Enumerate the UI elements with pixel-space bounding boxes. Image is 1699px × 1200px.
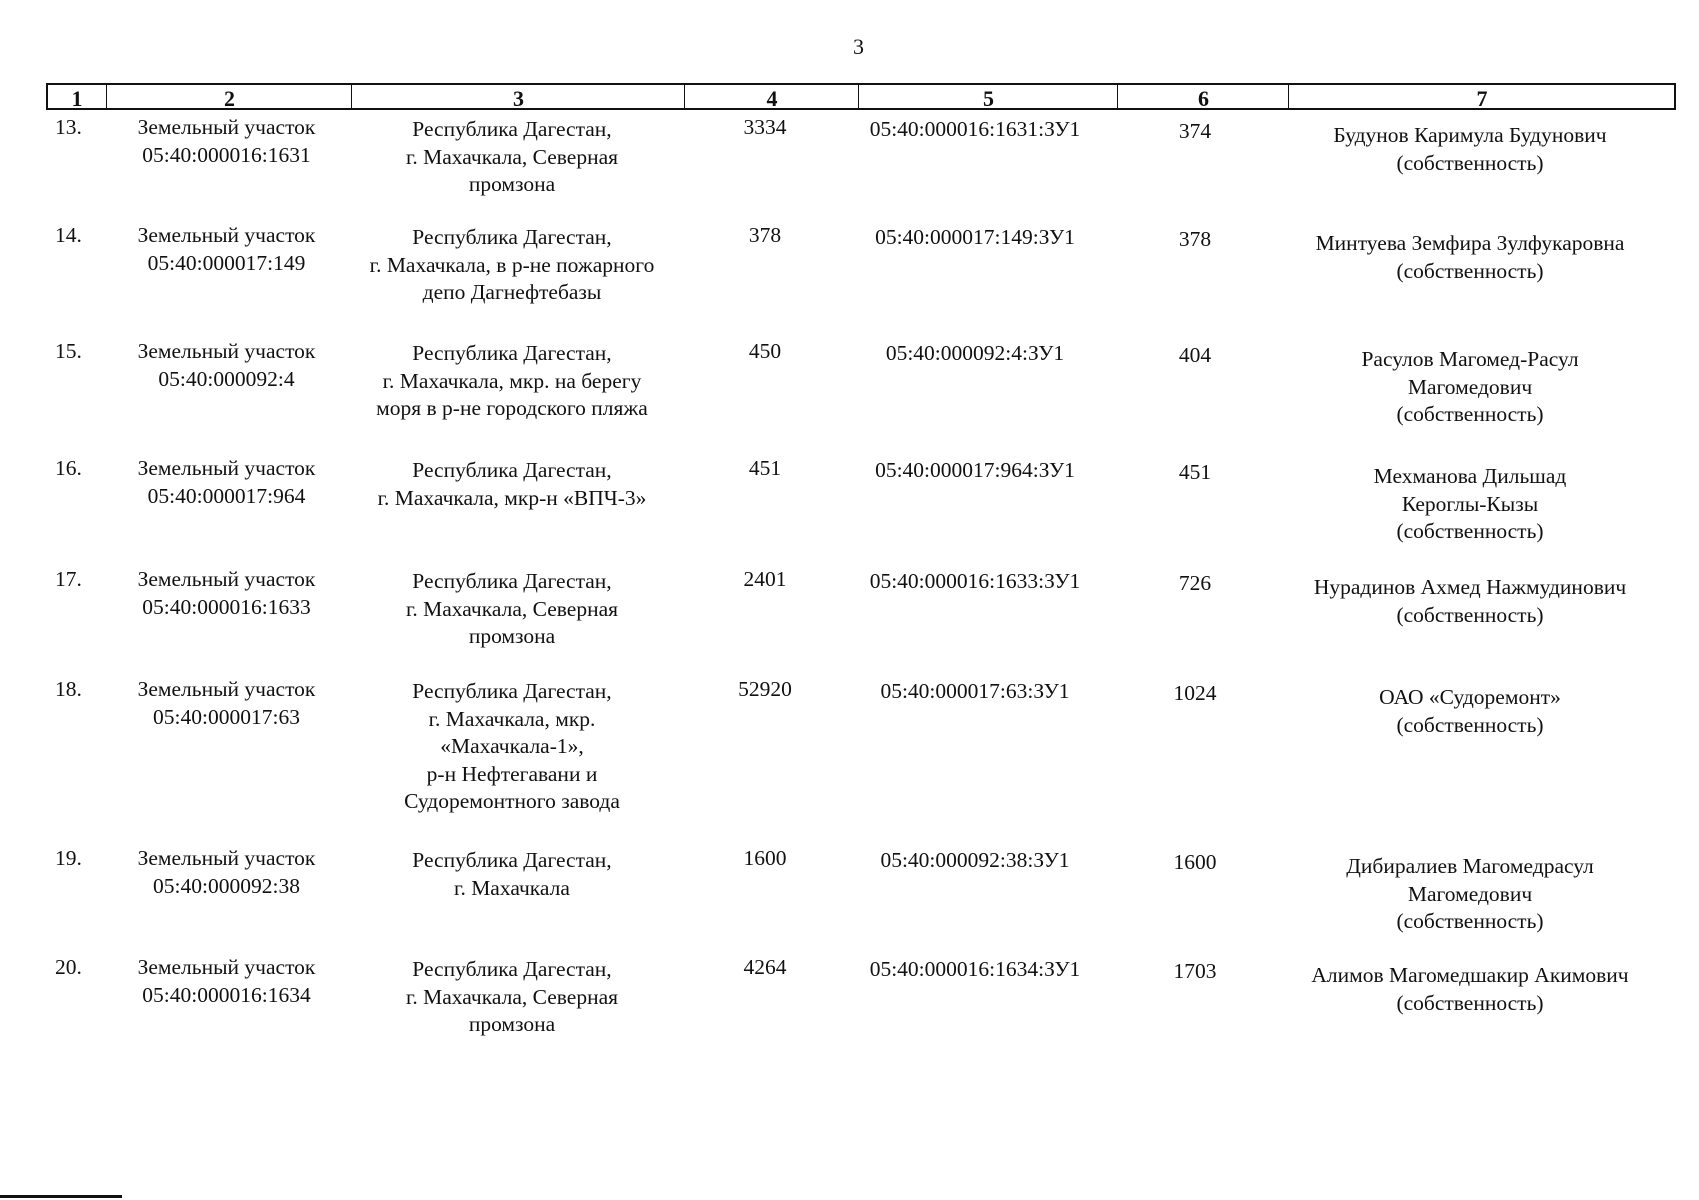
new-area-cell: 404 [1178,343,1212,367]
column-header-1: 1 [71,86,83,111]
area-cell: 1600 [743,846,787,870]
owner-cell: Дибиралиев Магомедрасул Магомедович (собственность) [1346,854,1594,933]
address-cell: Республика Дагестан, г. Махачкала, мкр. на берегу моря в р-не городского пляжа [376,341,648,420]
address-cell: Республика Дагестан, г. Махачкала, мкр. «Махачкала-1», р-н Нефтегавани и Судоремонтного завода [404,679,620,813]
new-area-cell: 1703 [1173,959,1217,983]
area-cell: 4264 [743,955,787,979]
plot-cell: Земельный участок 05:40:000017:964 [137,456,316,508]
area-cell: 52920 [738,677,792,701]
row-number: 19. [55,846,82,870]
address-cell: Республика Дагестан, г. Махачкала, Северная промзона [405,569,619,648]
new-plot-id-cell: 05:40:000017:964:ЗУ1 [875,458,1075,482]
row-number: 14. [55,223,82,247]
plot-cell: Земельный участок 05:40:000016:1631 [137,115,316,167]
new-area-cell: 374 [1178,119,1212,143]
row-number: 20. [55,955,82,979]
new-area-cell: 726 [1178,571,1212,595]
owner-cell: Нурадинов Ахмед Нажмудинович (собственность) [1313,575,1627,627]
new-plot-id-cell: 05:40:000092:4:ЗУ1 [885,341,1065,365]
row-number: 13. [55,115,82,139]
new-plot-id-cell: 05:40:000017:149:ЗУ1 [875,225,1075,249]
row-number: 17. [55,567,82,591]
address-cell: Республика Дагестан, г. Махачкала, Северная промзона [405,117,619,196]
area-cell: 450 [748,339,782,363]
new-plot-id-cell: 05:40:000016:1634:ЗУ1 [869,957,1081,981]
column-header-5: 5 [858,85,1118,108]
column-header-6: 6 [1117,85,1289,108]
new-area-cell: 378 [1178,227,1212,251]
area-cell: 378 [748,223,782,247]
column-header-3: 3 [351,85,685,108]
plot-cell: Земельный участок 05:40:000016:1634 [137,955,316,1007]
plot-cell: Земельный участок 05:40:000016:1633 [137,567,316,619]
table-header-row [46,83,1676,110]
owner-cell: Будунов Каримула Будунович (собственность) [1333,123,1607,175]
new-plot-id-cell: 05:40:000016:1631:ЗУ1 [869,117,1081,141]
column-header-2: 2 [106,85,352,108]
area-cell: 451 [748,456,782,480]
address-cell: Республика Дагестан, г. Махачкала, в р-не пожарного депо Дагнефтебазы [369,225,655,304]
owner-cell: Минтуева Земфира Зулфукаровна (собственность) [1315,231,1625,283]
owner-cell: Расулов Магомед-Расул Магомедович (собственность) [1361,347,1579,426]
area-cell: 2401 [743,567,787,591]
row-number: 18. [55,677,82,701]
address-cell: Республика Дагестан, г. Махачкала, мкр-н «ВПЧ-3» [377,458,647,510]
row-number: 16. [55,456,82,480]
new-plot-id-cell: 05:40:000016:1633:ЗУ1 [869,569,1081,593]
new-plot-id-cell: 05:40:000017:63:ЗУ1 [880,679,1070,703]
new-plot-id-cell: 05:40:000092:38:ЗУ1 [880,848,1070,872]
address-cell: Республика Дагестан, г. Махачкала [412,848,612,900]
address-cell: Республика Дагестан, г. Махачкала, Северная промзона [405,957,619,1036]
plot-cell: Земельный участок 05:40:000092:4 [137,339,316,391]
column-header-7: 7 [1288,85,1675,108]
column-header-4: 4 [684,85,859,108]
plot-cell: Земельный участок 05:40:000092:38 [137,846,316,898]
owner-cell: ОАО «Судоремонт» (собственность) [1379,685,1561,737]
row-number: 15. [55,339,82,363]
new-area-cell: 1600 [1173,850,1217,874]
new-area-cell: 1024 [1173,681,1217,705]
owner-cell: Мехманова Дильшад Кероглы-Кызы (собственность) [1373,464,1567,543]
scan-edge-mark [0,1195,122,1198]
owner-cell: Алимов Магомедшакир Акимович (собственность) [1311,963,1629,1015]
new-area-cell: 451 [1178,460,1212,484]
plot-cell: Земельный участок 05:40:000017:149 [137,223,316,275]
plot-cell: Земельный участок 05:40:000017:63 [137,677,316,729]
page-number: 3 [853,34,864,59]
area-cell: 3334 [743,115,787,139]
